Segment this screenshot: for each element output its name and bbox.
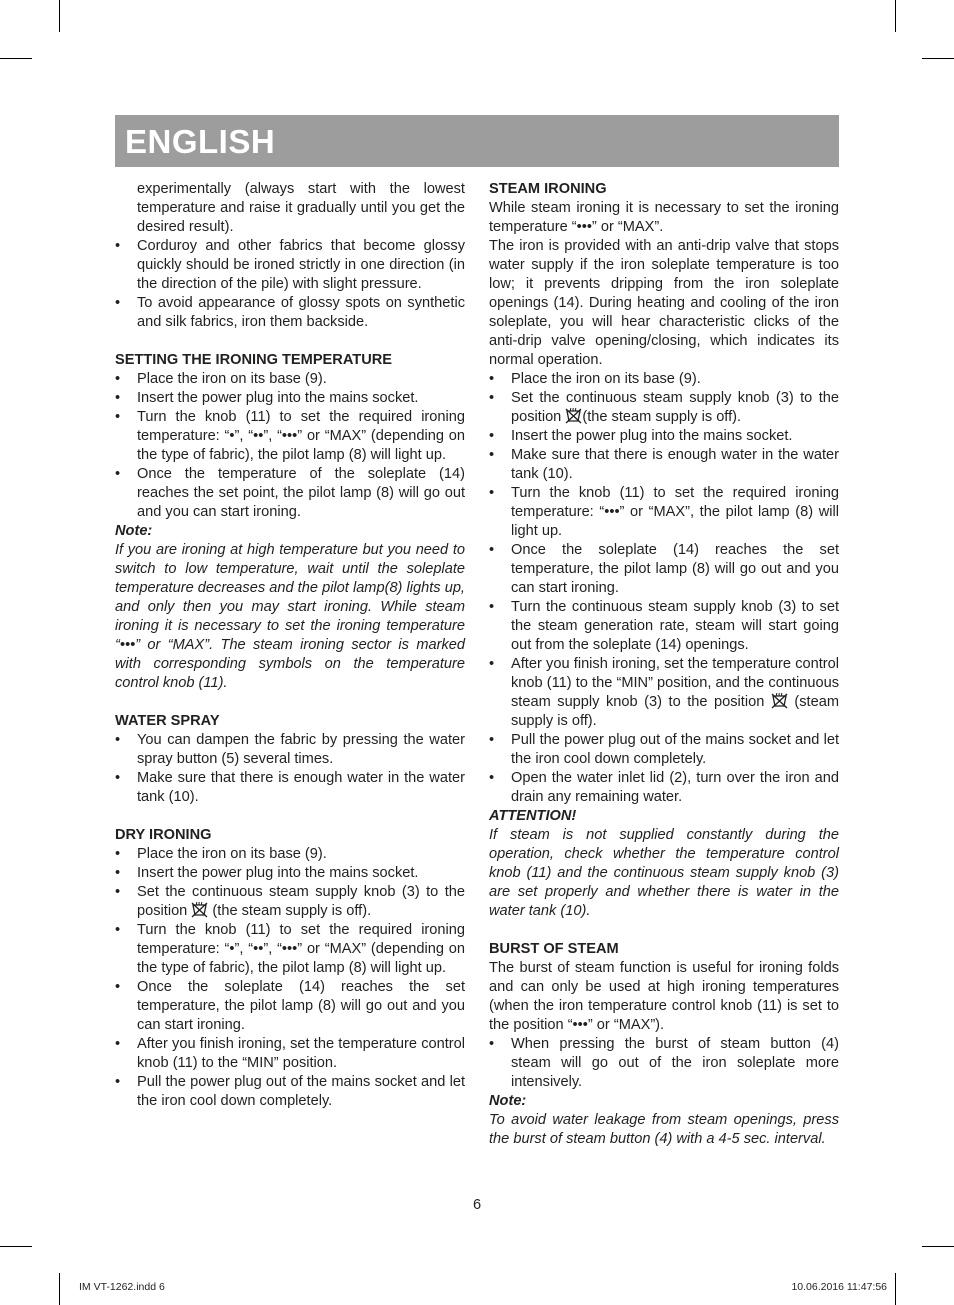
note-label: Note: [115, 523, 153, 539]
list-item-text: (the steam supply is off). [582, 409, 742, 425]
crop-mark [895, 1273, 896, 1305]
section-heading-dry-ironing: DRY IRONING [115, 827, 212, 843]
list-item: • After you finish ironing, set the temperature control knob (11) to the “MIN” position. [115, 1035, 465, 1073]
list-item-text: (steam supply is off). [511, 694, 839, 729]
list-item [115, 883, 465, 921]
list-item: • Insert the power plug into the mains socket. [115, 864, 465, 883]
paragraph: While steam ironing it is necessary to set the ironing temperature “•••” or “MAX”. [489, 200, 839, 235]
right-column [489, 180, 839, 1149]
intro-list [115, 237, 465, 332]
list-item-text: Set the continuous steam supply knob (3) to the position [137, 884, 465, 919]
list-item: • You can dampen the fabric by pressing the water spray button (5) several times. [115, 731, 465, 769]
steam-off-icon [771, 694, 788, 710]
steam-ironing-list [489, 370, 839, 807]
dry-ironing-list [115, 845, 465, 1111]
burst-list [489, 1035, 839, 1092]
list-item: • Insert the power plug into the mains socket. [489, 427, 839, 446]
attention-label: ATTENTION! [489, 808, 577, 824]
crop-mark [0, 58, 32, 59]
list-item: • To avoid appearance of glossy spots on synthetic and silk fabrics, iron them backside. [115, 294, 465, 332]
paragraph: The iron is provided with an anti-drip valve that stops water supply if the iron soleplate temperature is too low; it prevents dripping from the iron soleplate openings (14). During heating and cooling of the iron soleplate, you will hear characteristic clicks of the anti-drip valve opening/closing, which indicates its normal operation. [489, 238, 839, 368]
list-item: • Make sure that there is enough water in the water tank (10). [115, 769, 465, 807]
list-item: • Once the soleplate (14) reaches the set temperature, the pilot lamp (8) will go out and you can start ironing. [489, 541, 839, 598]
crop-mark [0, 1246, 32, 1247]
list-item-text: Set the continuous steam supply knob (3) to the position [511, 390, 839, 425]
water-spray-list [115, 731, 465, 807]
list-item: • Place the iron on its base (9). [115, 370, 465, 389]
list-item: • Open the water inlet lid (2), turn over the iron and drain any remaining water. [489, 769, 839, 807]
list-item: • Insert the power plug into the mains socket. [115, 389, 465, 408]
setting-temperature-list [115, 370, 465, 522]
list-item: • Place the iron on its base (9). [489, 370, 839, 389]
section-heading-steam-ironing: STEAM IRONING [489, 181, 607, 197]
steam-off-icon [565, 409, 582, 425]
footer-timestamp: 10.06.2016 11:47:56 [791, 1281, 887, 1293]
list-item: • Once the temperature of the soleplate (14) reaches the set point, the pilot lamp (8) will go out and you can start ironing. [115, 465, 465, 522]
language-header-bar [115, 115, 839, 167]
crop-mark [922, 58, 954, 59]
list-item: • Corduroy and other fabrics that become glossy quickly should be ironed strictly in one direction (in the direction of the pile) with slight pressure. [115, 237, 465, 294]
crop-mark [59, 0, 60, 32]
list-item: • Place the iron on its base (9). [115, 845, 465, 864]
note-label: Note: [489, 1093, 527, 1109]
list-item-text: (the steam supply is off). [208, 903, 372, 919]
list-item: • Turn the continuous steam supply knob (3) to set the steam generation rate, steam will start going out from the soleplate (14) openings. [489, 598, 839, 655]
note-text: To avoid water leakage from steam openings, press the burst of steam button (4) with a 4-5 sec. interval. [489, 1112, 839, 1147]
list-item: • Make sure that there is enough water in the water tank (10). [489, 446, 839, 484]
section-heading-water-spray: WATER SPRAY [115, 713, 220, 729]
section-heading-setting-temperature: SETTING THE IRONING TEMPERATURE [115, 352, 393, 368]
list-item [489, 389, 839, 427]
list-item: • Pull the power plug out of the mains socket and let the iron cool down completely. [489, 731, 839, 769]
paragraph: The burst of steam function is useful for ironing folds and can only be used at high ironing temperatures (when the iron temperature control knob (11) is set to the position “•••” or “MAX”). [489, 960, 839, 1033]
list-item: • When pressing the burst of steam button (4) steam will go out of the iron soleplate more intensively. [489, 1035, 839, 1092]
page-title: ENGLISH [125, 123, 276, 160]
list-item: • Turn the knob (11) to set the required ironing temperature: “•”, “••”, “•••” or “MAX” (depending on the type of fabric), the pilot lamp (8) will light up. [115, 921, 465, 978]
intro-continuation: experimentally (always start with the lowest temperature and raise it gradually until you get the desired result). [137, 181, 465, 235]
section-heading-burst-of-steam: BURST OF STEAM [489, 941, 619, 957]
list-item: • Pull the power plug out of the mains socket and let the iron cool down completely. [115, 1073, 465, 1111]
note-text: If you are ironing at high temperature but you need to switch to low temperature, wait until the soleplate temperature decreases and the pilot lamp(8) lights up, and only then you may start ironing. While steam ironing it is necessary to set the ironing temperature “•••” or “MAX”. The steam ironing sector is marked with corresponding symbols on the temperature control knob (11). [115, 542, 465, 691]
crop-mark [922, 1246, 954, 1247]
list-item: • Turn the knob (11) to set the required ironing temperature: “•”, “••”, “•••” or “MAX” (depending on the type of fabric), the pilot lamp (8) will light up. [115, 408, 465, 465]
list-item-text: After you finish ironing, set the temperature control knob (11) to the “MIN” position, and the continuous steam supply knob (3) to the position [511, 656, 839, 710]
list-item: • Once the soleplate (14) reaches the set temperature, the pilot lamp (8) will go out and you can start ironing. [115, 978, 465, 1035]
list-item: • Turn the knob (11) to set the required ironing temperature: “•••” or “MAX”, the pilot lamp (8) will light up. [489, 484, 839, 541]
footer-filename: IM VT-1262.indd 6 [79, 1281, 165, 1293]
left-column [115, 180, 465, 1111]
steam-off-icon [191, 903, 208, 919]
list-item [489, 655, 839, 731]
page-number: 6 [472, 1197, 482, 1213]
crop-mark [59, 1273, 60, 1305]
attention-text: If steam is not supplied constantly during the operation, check whether the temperature control knob (11) and the continuous steam supply knob (3) are set properly and whether there is water in the water tank (10). [489, 827, 839, 919]
crop-mark [895, 0, 896, 32]
